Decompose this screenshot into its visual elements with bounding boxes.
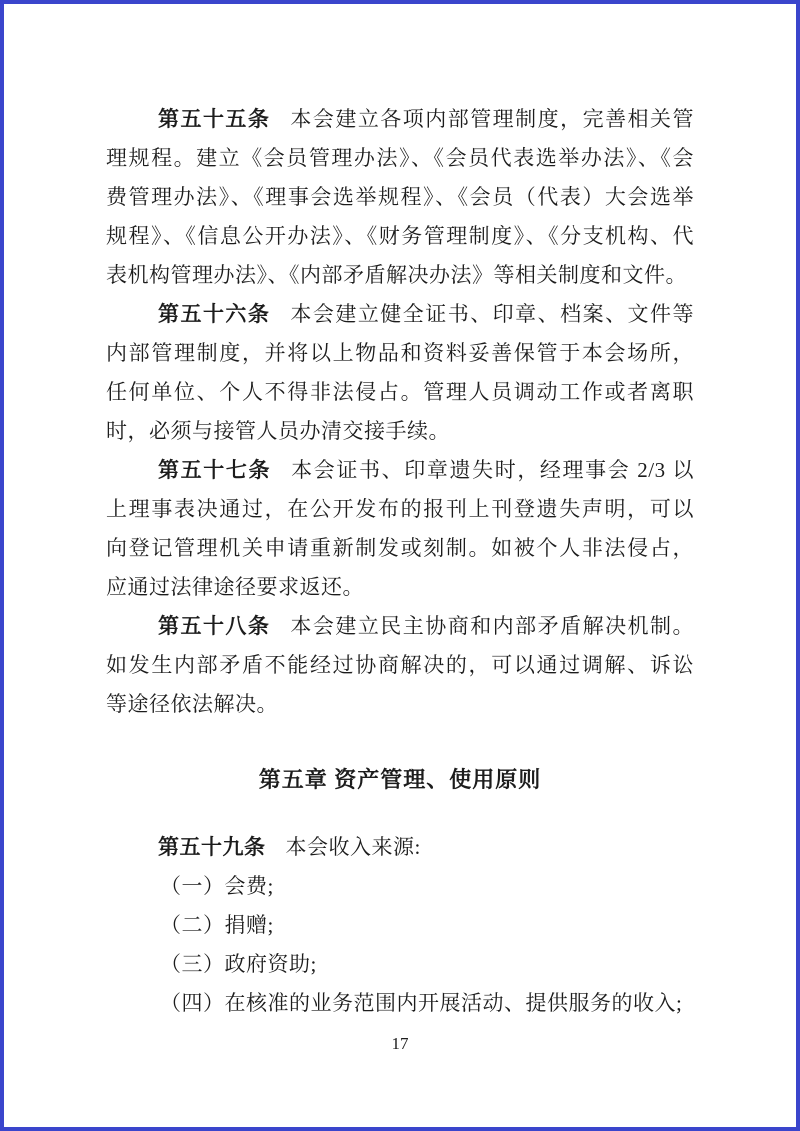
page-number: 17 bbox=[391, 1034, 409, 1053]
list-item: （四）在核准的业务范围内开展活动、提供服务的收入; bbox=[160, 991, 683, 1015]
text-line bbox=[106, 100, 694, 139]
text-line: 时，必须与接管人员办清交接手续。 bbox=[106, 419, 450, 443]
text-line: 任何单位、个人不得非法侵占。管理人员调动工作或者离职 bbox=[106, 380, 694, 404]
article-paragraph bbox=[106, 607, 694, 724]
text-line bbox=[106, 828, 694, 867]
text-line: 应通过法律途径要求返还。 bbox=[106, 575, 364, 599]
text-line: 内部管理制度，并将以上物品和资料妥善保管于本会场所， bbox=[106, 341, 694, 365]
text-line: 上理事表决通过，在公开发布的报刊上刊登遗失声明，可以 bbox=[106, 497, 694, 521]
text-line: 理规程。建立《会员管理办法》、《会员代表选举办法》、《会 bbox=[106, 146, 694, 170]
article-paragraph bbox=[106, 295, 694, 451]
text-line bbox=[106, 295, 694, 334]
list-item: （一）会费; bbox=[160, 874, 274, 898]
text-line: 规程》、《信息公开办法》、《财务管理制度》、《分支机构、代 bbox=[106, 224, 694, 248]
article-number: 第五十九条 bbox=[158, 835, 266, 859]
article-paragraph bbox=[106, 828, 694, 867]
article-number: 第五十五条 bbox=[158, 107, 271, 131]
article-number: 第五十六条 bbox=[158, 302, 271, 326]
article-text: 本会收入来源: bbox=[285, 835, 421, 859]
article-paragraph bbox=[106, 451, 694, 607]
article-number: 第五十八条 bbox=[158, 614, 271, 638]
list-item: （二）捐赠; bbox=[160, 913, 274, 937]
text-line: 向登记管理机关申请重新制发或刻制。如被个人非法侵占， bbox=[106, 536, 694, 560]
article-text: 本会建立各项内部管理制度，完善相关管 bbox=[290, 107, 694, 131]
text-line: 等途径依法解决。 bbox=[106, 692, 278, 716]
article-text: 本会证书、印章遗失时，经理事会 2/3 以 bbox=[291, 458, 694, 482]
list-item: （三）政府资助; bbox=[160, 952, 317, 976]
article-number: 第五十七条 bbox=[158, 458, 272, 482]
article-paragraph bbox=[106, 100, 694, 295]
text-line: 如发生内部矛盾不能经过协商解决的，可以通过调解、诉讼 bbox=[106, 653, 694, 677]
article-text: 本会建立民主协商和内部矛盾解决机制。 bbox=[290, 614, 694, 638]
text-line bbox=[106, 451, 694, 490]
chapter-heading: 第五章 资产管理、使用原则 bbox=[258, 767, 542, 792]
document-body bbox=[4, 4, 796, 1023]
article-text: 本会建立健全证书、印章、档案、文件等 bbox=[290, 302, 694, 326]
text-line bbox=[106, 607, 694, 646]
text-line: 表机构管理办法》、《内部矛盾解决办法》等相关制度和文件。 bbox=[106, 263, 687, 287]
text-line: 费管理办法》、《理事会选举规程》、《会员（代表）大会选举 bbox=[106, 185, 694, 209]
